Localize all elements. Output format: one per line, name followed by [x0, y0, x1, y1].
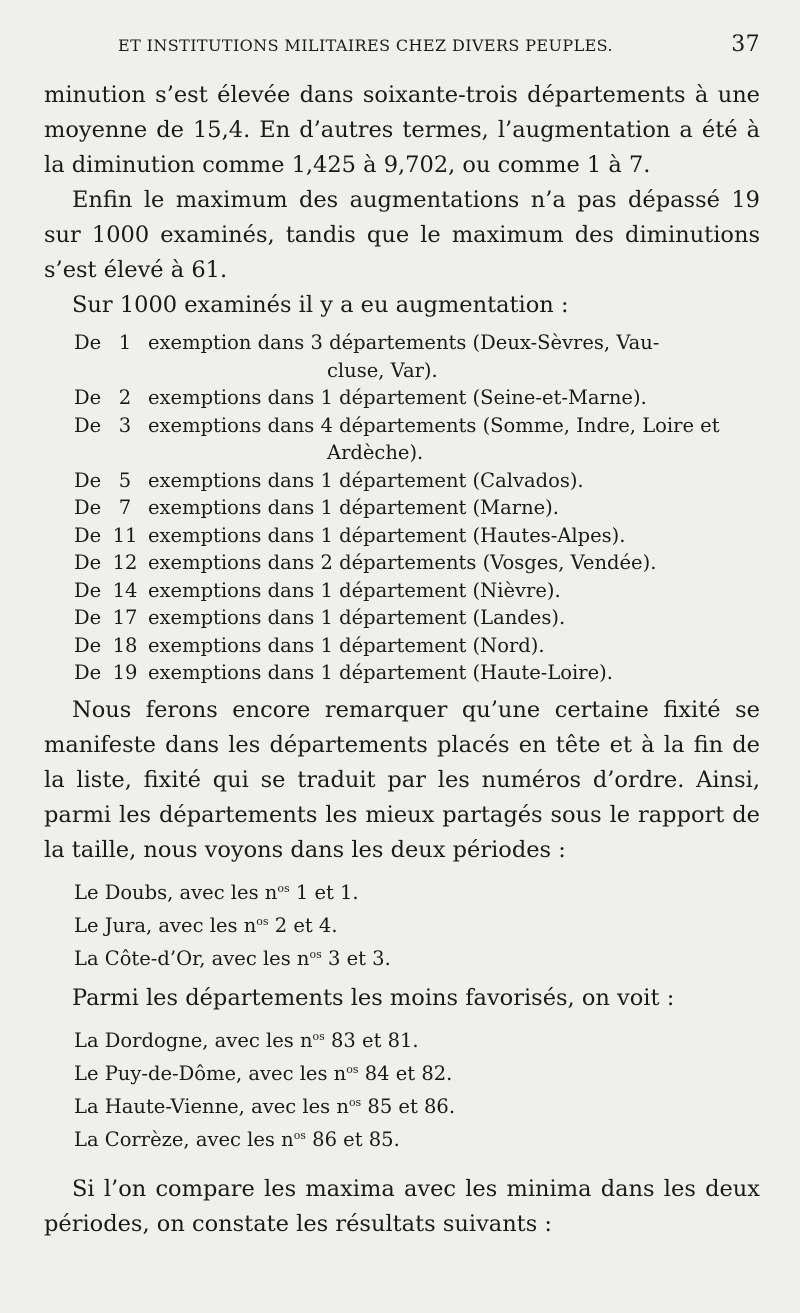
- exemption-de: De: [74, 413, 102, 437]
- exemption-row: [44, 549, 760, 577]
- exemption-count: 14: [112, 578, 138, 602]
- paragraph-3: Sur 1000 examinés il y a eu augmentation :: [72, 292, 569, 318]
- exemption-de: De: [74, 468, 102, 492]
- paragraph-2: Enfin le maximum des augmentations n’a pas dépassé 19 sur 1000 examinés, tandis que le maximum des diminutions s’est élevé à 61.: [44, 187, 760, 283]
- exemption-de: De: [74, 661, 102, 684]
- exemption-row: [44, 577, 760, 605]
- exemption-count: 5: [118, 468, 132, 492]
- exemption-de: De: [74, 386, 102, 409]
- numero-abbrev: os: [293, 1128, 306, 1142]
- worst-departments-list: [74, 1022, 760, 1154]
- page-body: [44, 78, 760, 1242]
- exemption-count: 2: [118, 386, 132, 409]
- exemption-de: De: [74, 606, 102, 629]
- numero-abbrev: os: [348, 1095, 362, 1109]
- numero-abbrev: os: [309, 947, 322, 961]
- exemption-text: exemptions dans 2 départements (Vosges, Vendée).: [148, 551, 657, 574]
- department-line: La Haute-Vienne, avec les $n^{os}$ 85 et 86.: [74, 1094, 456, 1118]
- numero-abbrev: os: [256, 914, 269, 928]
- department-line: Le Doubs, avec les $n^{os}$ 1 et 1.: [74, 880, 359, 904]
- department-name: La Haute-Vienne, avec les: [74, 1094, 331, 1118]
- paragraph-6: Si l’on compare les maxima avec les minima dans les deux périodes, on constate les résultats suivants :: [44, 1175, 760, 1237]
- exemption-count: 11: [112, 523, 138, 547]
- department-line: La Corrèze, avec les $n^{os}$ 86 et 85.: [74, 1127, 400, 1151]
- exemption-continuation: Ardèche).: [327, 441, 424, 464]
- exemption-text: exemptions dans 1 département (Seine-et-Marne).: [148, 386, 647, 409]
- running-title: ET INSTITUTIONS MILITAIRES CHEZ DIVERS PEUPLES.: [118, 36, 613, 55]
- exemption-text: exemptions dans 1 département (Nord).: [148, 633, 545, 657]
- page-number: 37: [731, 32, 760, 57]
- numero-abbrev: os: [277, 881, 290, 895]
- numero-abbrev: os: [346, 1062, 359, 1076]
- exemption-row: [44, 412, 760, 440]
- exemption-de: De: [74, 551, 102, 574]
- department-numbers: 86 et 85.: [312, 1127, 400, 1151]
- exemption-count: 7: [118, 496, 132, 519]
- department-numbers: 1 et 1.: [295, 880, 359, 904]
- department-line: La Dordogne, avec les $n^{os}$ 83 et 81.: [74, 1028, 419, 1052]
- exemption-count: 17: [112, 606, 138, 629]
- numero-abbrev: os: [312, 1029, 325, 1043]
- department-numbers: 85 et 86.: [367, 1094, 456, 1118]
- exemption-de: De: [74, 496, 102, 519]
- exemption-row: [44, 604, 760, 632]
- exemption-text: exemptions dans 1 département (Landes).: [148, 606, 566, 629]
- exemption-text: exemption dans 3 départements (Deux-Sèvres, Vau-: [148, 331, 660, 354]
- exemption-count: 19: [112, 661, 138, 684]
- exemption-text: exemptions dans 1 département (Haute-Loire).: [148, 661, 613, 684]
- exemption-count: 18: [112, 633, 138, 657]
- department-numbers: 3 et 3.: [327, 946, 391, 970]
- exemption-count: 3: [118, 413, 132, 437]
- exemption-text: exemptions dans 1 département (Calvados).: [148, 468, 584, 492]
- exemption-text: exemptions dans 1 département (Hautes-Alpes).: [148, 523, 626, 547]
- department-numbers: 83 et 81.: [331, 1028, 419, 1052]
- department-name: La Corrèze, avec les: [74, 1127, 275, 1151]
- paragraph-1: minution s’est élevée dans soixante-trois départements à une moyenne de 15,4. En d’autres termes, l’augmentation a été à la diminution comme 1,425 à 9,702, ou comme 1 à 7.: [44, 82, 760, 178]
- exemption-de: De: [74, 578, 102, 602]
- department-numbers: 84 et 82.: [364, 1061, 453, 1085]
- exemption-text: exemptions dans 1 département (Nièvre).: [148, 578, 561, 602]
- exemption-count: 1: [118, 331, 132, 354]
- exemption-row: [44, 632, 760, 660]
- exemption-continuation: cluse, Var).: [327, 358, 438, 382]
- exemption-count: 12: [112, 551, 138, 574]
- department-name: La Côte-d’Or, avec les: [74, 946, 291, 970]
- paragraph-5: Parmi les départements les moins favorisés, on voit :: [72, 984, 675, 1011]
- exemption-de: De: [74, 523, 102, 547]
- department-numbers: 2 et 4.: [274, 913, 338, 937]
- department-name: Le Puy-de-Dôme, avec les: [74, 1061, 328, 1085]
- exemption-row: [44, 494, 760, 522]
- department-name: La Dordogne, avec les: [74, 1028, 294, 1052]
- exemption-row: [44, 329, 760, 357]
- exemption-list: [44, 329, 760, 687]
- department-line: La Côte-d’Or, avec les $n^{os}$ 3 et 3.: [74, 946, 391, 970]
- department-line: Le Puy-de-Dôme, avec les $n^{os}$ 84 et 82.: [74, 1061, 453, 1085]
- department-line: Le Jura, avec les $n^{os}$ 2 et 4.: [74, 913, 338, 937]
- exemption-row: [44, 384, 760, 412]
- best-departments-list: [74, 874, 760, 973]
- exemption-de: De: [74, 633, 102, 657]
- paragraph-4: Nous ferons encore remarquer qu’une certaine fixité se manifeste dans les départements placés en tête et à la fin de la liste, fixité qui se traduit par les numéros d’ordre. Ainsi, parmi les départements les mieux partagés sous le rapport de la taille, nous voyons dans les deux périodes :: [44, 696, 760, 863]
- exemption-row: [44, 522, 760, 550]
- department-name: Le Jura, avec les: [74, 913, 238, 937]
- exemption-text: exemptions dans 4 départements (Somme, Indre, Loire et: [148, 413, 720, 437]
- exemption-de: De: [74, 331, 102, 354]
- department-name: Le Doubs, avec les: [74, 880, 259, 904]
- exemption-row: [44, 467, 760, 495]
- exemption-row: [44, 659, 760, 687]
- exemption-text: exemptions dans 1 département (Marne).: [148, 496, 559, 519]
